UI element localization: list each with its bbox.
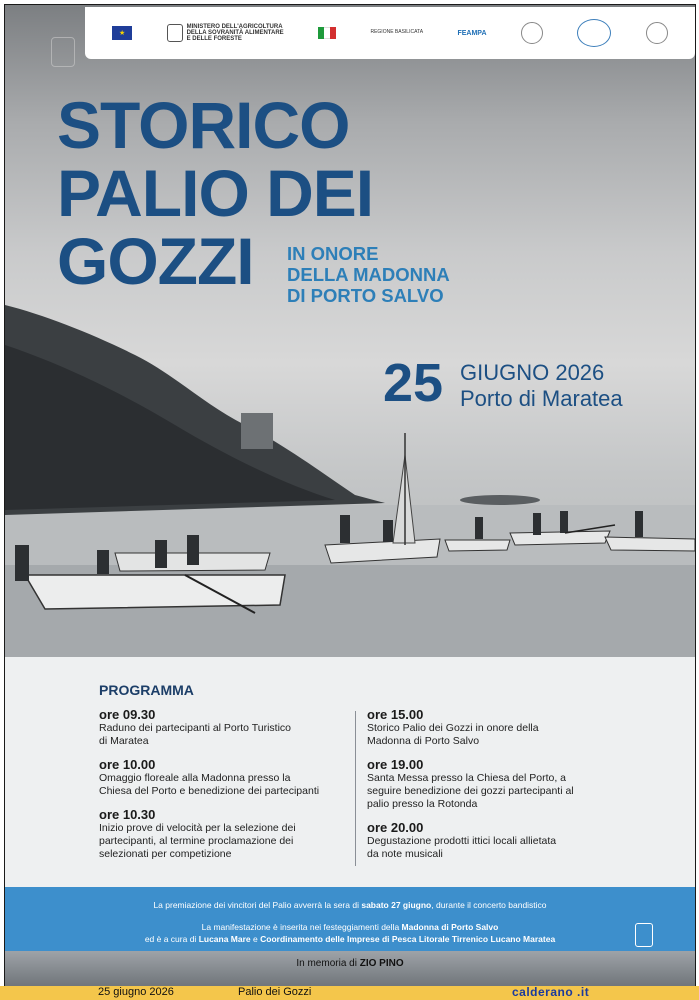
poster (4, 4, 696, 987)
town-crest-icon (51, 37, 75, 67)
event-date-place (460, 360, 623, 412)
program-column-left (99, 707, 349, 870)
info-band (5, 887, 695, 951)
event-time: ore 20.00 (367, 820, 424, 835)
maratea-crest-icon (635, 923, 653, 947)
program-event (99, 807, 349, 861)
event-description: Degustazione prodotti ittici locali allietata da note musicali (367, 835, 557, 860)
award-note (5, 900, 695, 910)
regione-logo (370, 30, 423, 35)
ministry-name: MINISTERO DELL'AGRICOLTURA DELLA SOVRANITÀ ALIMENTARE E DELLE FORESTE (186, 23, 284, 43)
award-note-text: La premiazione dei vincitori del Palio avverrà la sera di (153, 900, 362, 910)
footer-event-name: Palio dei Gozzi (238, 986, 312, 998)
program-event (367, 757, 617, 811)
organizers-note (5, 934, 695, 944)
event-day: 25 (383, 353, 444, 413)
regione-name: REGIONE BASILICATA (370, 29, 424, 36)
award-note-end: , durante il concerto bandistico (431, 900, 547, 910)
event-time: ore 19.00 (367, 757, 424, 772)
organizer-2: Coordinamento delle Imprese di Pesca Litorale Tirrenico Lucano Maratea (260, 934, 556, 944)
feampa-logo: FEAMPA (457, 29, 487, 37)
event-subtitle (287, 243, 450, 306)
bottom-strip (5, 951, 695, 987)
program-divider (355, 711, 356, 866)
subtitle-line-2: DELLA MADONNA (287, 264, 450, 285)
coordinamento-logo-icon (577, 19, 611, 47)
site-footer (0, 986, 699, 1000)
event-description: Storico Palio dei Gozzi in onore della Madonna di Porto Salvo (367, 722, 539, 747)
memorial-line (5, 958, 695, 969)
program-event (367, 707, 617, 748)
program-column-right (367, 707, 617, 870)
subtitle-line-3: DI PORTO SALVO (287, 285, 444, 306)
title-line-2: PALIO DEI (57, 156, 374, 230)
festival-name: Madonna di Porto Salvo (401, 922, 499, 932)
program-event (367, 820, 617, 861)
event-description: Santa Messa presso la Chiesa del Porto, a seguire benedizione dei gozzi partecipanti al palio presso la Rotonda (367, 772, 574, 810)
event-description: Omaggio floreale alla Madonna presso la Chiesa del Porto e benedizione dei partecipanti (99, 772, 320, 797)
lucana-mare-logo-icon (646, 22, 668, 44)
festival-note (5, 922, 695, 932)
award-date: sabato 27 giugno (361, 900, 432, 910)
flag-logo-icon (521, 22, 543, 44)
organizer-1: Lucana Mare (198, 934, 251, 944)
footer-site-link[interactable]: calderano .it (512, 985, 590, 999)
organizers-note-text: ed è a cura di (144, 934, 199, 944)
festival-note-text: La manifestazione è inserita nei festeggiamenti della (201, 922, 402, 932)
sponsor-logo-bar (85, 7, 695, 59)
memorial-name: ZIO PINO (359, 958, 404, 969)
event-time: ore 09.30 (99, 707, 156, 722)
italian-flag-icon (318, 27, 336, 39)
italian-seal-icon (167, 24, 183, 42)
event-time: ore 10.30 (99, 807, 156, 822)
title-line-3: GOZZI (57, 224, 254, 298)
program-event (99, 707, 349, 748)
program-title: PROGRAMMA (99, 682, 194, 698)
eu-flag-icon: ★ (112, 26, 132, 40)
event-month-year: GIUGNO 2026 (460, 360, 605, 385)
event-time: ore 15.00 (367, 707, 424, 722)
memorial-text: In memoria di (296, 958, 360, 969)
event-place: Porto di Maratea (460, 386, 623, 411)
event-time: ore 10.00 (99, 757, 156, 772)
event-description: Inizio prove di velocità per la selezione dei partecipanti, al termine proclamazione dei selezionati per competizione (99, 822, 296, 860)
program-event (99, 757, 349, 798)
subtitle-line-1: IN ONORE (287, 243, 379, 264)
ministry-logo (167, 24, 284, 43)
title-line-1: STORICO (57, 88, 350, 162)
event-description: Raduno dei partecipanti al Porto Turistico di Maratea (99, 722, 292, 747)
organizers-conjunction: e (250, 934, 261, 944)
footer-date: 25 giugno 2026 (98, 986, 174, 998)
